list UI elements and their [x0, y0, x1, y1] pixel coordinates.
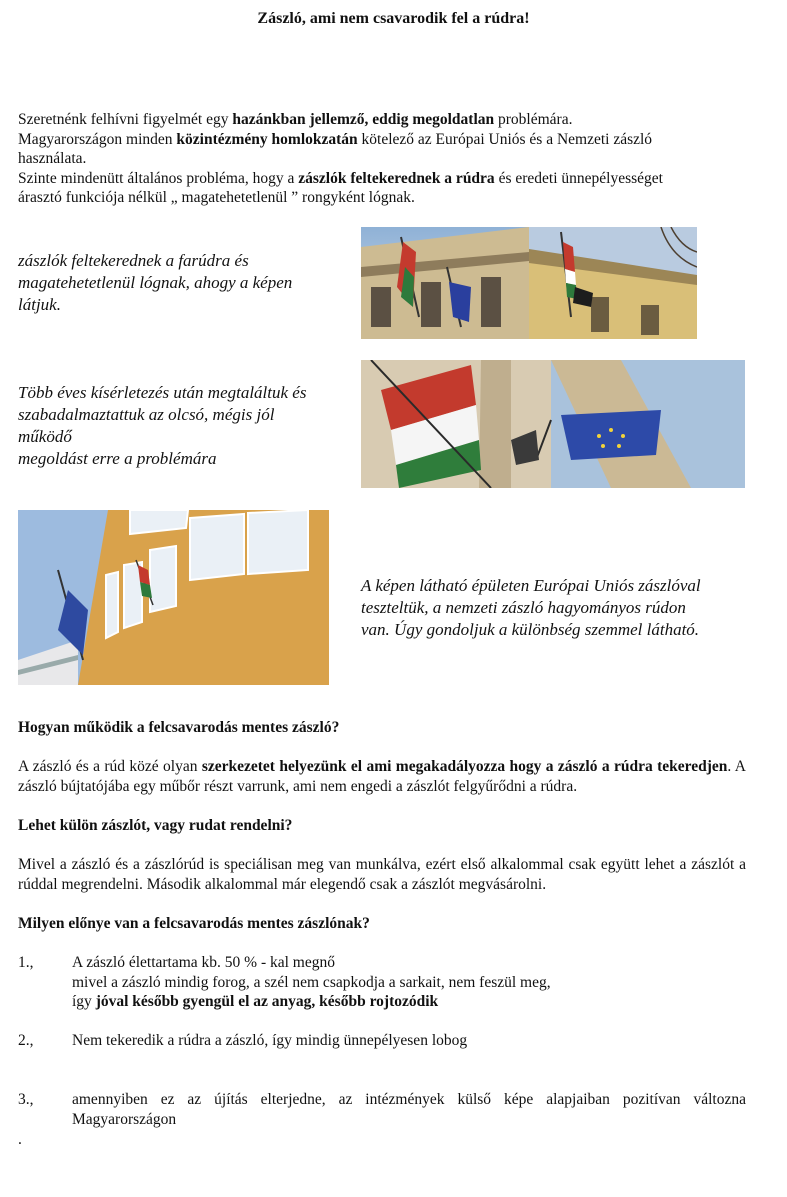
list-item-text: Nem tekeredik a rúdra a zászló, így mindig ünnepélyesen lobog: [72, 1032, 468, 1049]
caption-test-building: [361, 575, 761, 641]
intro-text: használata.: [18, 150, 87, 167]
paragraph-text: A zászló és a rúd közé olyan: [18, 758, 202, 775]
caption-line: megoldást erre a problémára: [18, 449, 217, 468]
document-title: Zászló, ami nem csavarodik fel a rúdra!: [257, 10, 530, 27]
caption-patented-solution: [18, 382, 348, 470]
section-heading-ordering: Lehet külön zászlót, vagy rudat rendelni?: [18, 817, 293, 834]
photo-rolled-flags: [361, 227, 697, 339]
list-item-text: A zászló élettartama kb. 50 % - kal megnő: [72, 954, 335, 971]
section-paragraph-how-it-works: [18, 757, 746, 796]
section-heading-advantages: Milyen előnye van a felcsavarodás mentes zászlónak?: [18, 915, 370, 932]
intro-bold: hazánkban jellemző, eddig megoldatlan: [232, 111, 495, 128]
list-item-text: így: [72, 993, 96, 1010]
list-item: [18, 1031, 746, 1051]
section-heading-how-it-works: Hogyan működik a felcsavarodás mentes zászló?: [18, 719, 340, 736]
paragraph-bold: szerkezetet helyezünk el ami megakadályozza hogy a zászló a rúdra tekeredjen: [201, 758, 728, 775]
list-item-bold: jóval később gyengül el az anyag, később rojtozódik: [95, 993, 439, 1010]
intro-text: Magyarországon minden: [18, 130, 177, 148]
paragraph-text: . A zászló bújtatójába egy műbőr részt varrunk, ami nem engedi a zászlót felgyűrődni a rúdra.: [18, 758, 746, 795]
intro-text: és eredeti ünnepélyességet: [494, 169, 663, 187]
list-item-number: 2.,: [18, 1032, 34, 1049]
intro-text: problémára.: [494, 111, 573, 128]
caption-line: látjuk.: [18, 295, 61, 314]
caption-rolled-flags: [18, 250, 348, 316]
caption-line: szabadalmaztattuk az olcsó, mégis jól: [18, 405, 275, 424]
section-paragraph-ordering: Mivel a zászló és a zászlórúd is speciálisan meg van munkálva, ezért első alkalommal csak együtt lehet a zászlót a rúddal megrendelni. Második alkalommal már elegendő csak a zászlót megvásárolni.: [18, 856, 746, 893]
intro-text: Szinte mindenütt általános probléma, hogy a: [18, 169, 299, 187]
intro-text: Szeretnénk felhívni figyelmét egy: [18, 111, 233, 128]
caption-line: működő: [18, 427, 72, 446]
list-item: [18, 953, 746, 1013]
list-item-text: amennyiben ez az újítás elterjedne, az intézmények külső képe alapjaiban pozitívan változna Magyarországon: [72, 1091, 746, 1128]
caption-line: A képen látható épületen Európai Uniós zászlóval: [361, 576, 701, 595]
intro-paragraph: [18, 110, 748, 208]
caption-line: Több éves kísérletezés után megtaláltuk és: [18, 383, 307, 402]
list-item-number: 3.,: [18, 1091, 34, 1108]
photo-flying-flags: [361, 360, 745, 488]
end-mark: .: [18, 1131, 22, 1148]
photo-test-building: [18, 510, 329, 685]
intro-bold: közintézmény homlokzatán: [176, 130, 358, 148]
list-item-number: 1.,: [18, 954, 34, 971]
caption-line: zászlók feltekerednek a farúdra és: [18, 251, 249, 270]
intro-bold: zászlók feltekerednek a rúdra: [298, 169, 495, 187]
caption-line: magatehetetlenül lógnak, ahogy a képen: [18, 273, 293, 292]
caption-line: van. Úgy gondoljuk a különbség szemmel látható.: [361, 620, 700, 639]
list-item-text: mivel a zászló mindig forog, a szél nem csapkodja a sarkait, nem feszül meg,: [72, 973, 551, 991]
list-item: [18, 1090, 746, 1130]
caption-line: teszteltük, a nemzeti zászló hagyományos rúdon: [361, 598, 686, 617]
intro-text: árasztó funkciója nélkül „ magatehetetlenül ” rongyként lógnak.: [18, 189, 415, 206]
intro-text: kötelező az Európai Uniós és a Nemzeti zászló: [357, 130, 653, 148]
